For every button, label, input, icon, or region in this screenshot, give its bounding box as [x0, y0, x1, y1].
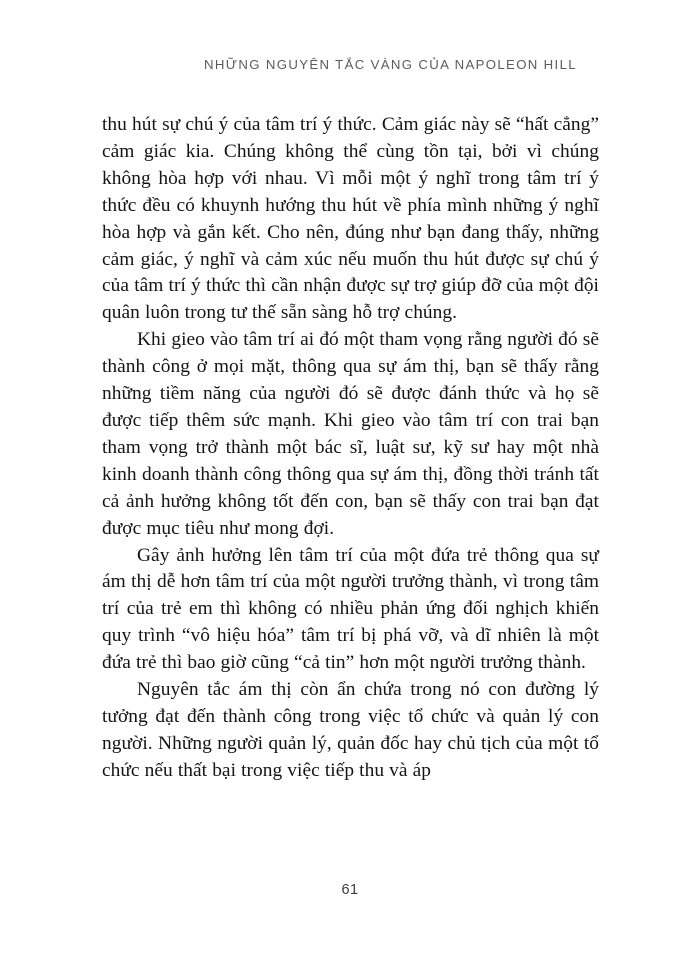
paragraph-1: thu hút sự chú ý của tâm trí ý thức. Cảm giác này sẽ “hất cẳng” cảm giác kia. Chúng không thể cùng tồn tại, bởi vì chúng không hòa hợp với nhau. Vì mỗi một ý nghĩ trong tâm trí ý thức đều có khuynh hướng thu hút về phía mình những ý nghĩ hòa hợp và gắn kết. Cho nên, đúng như bạn đang thấy, những cảm giác, ý nghĩ và cảm xúc nếu muốn thu hút được sự chú ý của tâm trí ý thức thì cần nhận được sự trợ giúp đỡ của một đội quân luôn trong tư thế sẵn sàng hỗ trợ chúng. — [102, 114, 599, 324]
body-text-block — [102, 112, 599, 785]
paragraph-4: Nguyên tắc ám thị còn ẩn chứa trong nó con đường lý tưởng đạt đến thành công trong việc tổ chức và quản lý con người. Những người quản lý, quản đốc hay chủ tịch của một tổ chức nếu thất bại trong việc tiếp thu và áp — [102, 679, 599, 781]
paragraph-3: Gây ảnh hưởng lên tâm trí của một đứa trẻ thông qua sự ám thị dễ hơn tâm trí của một người trưởng thành, vì trong tâm trí của trẻ em thì không có nhiều phản ứng đối nghịch khiến quy trình “vô hiệu hóa” tâm trí bị phá vỡ, và dĩ nhiên là một đứa trẻ thì bao giờ cũng “cả tin” hơn một người trưởng thành. — [102, 544, 599, 674]
running-head — [0, 56, 700, 74]
page-number — [0, 881, 700, 899]
page-number-text: 61 — [341, 882, 359, 898]
paragraph-2: Khi gieo vào tâm trí ai đó một tham vọng rằng người đó sẽ thành công ở mọi mặt, thông qua sự ám thị, bạn sẽ thấy rằng những tiềm năng của người đó sẽ được đánh thức và họ sẽ được tiếp thêm sức mạnh. Khi gieo vào tâm trí con trai bạn tham vọng trở thành một bác sĩ, luật sư, kỹ sư hay một nhà kinh doanh thành công thông qua sự ám thị, đồng thời tránh tất cả ảnh hưởng không tốt đến con, bạn sẽ thấy con trai bạn đạt được mục tiêu như mong đợi. — [102, 329, 599, 539]
running-head-title: NHỮNG NGUYÊN TẮC VÀNG CỦA NAPOLEON HILL — [204, 57, 577, 72]
